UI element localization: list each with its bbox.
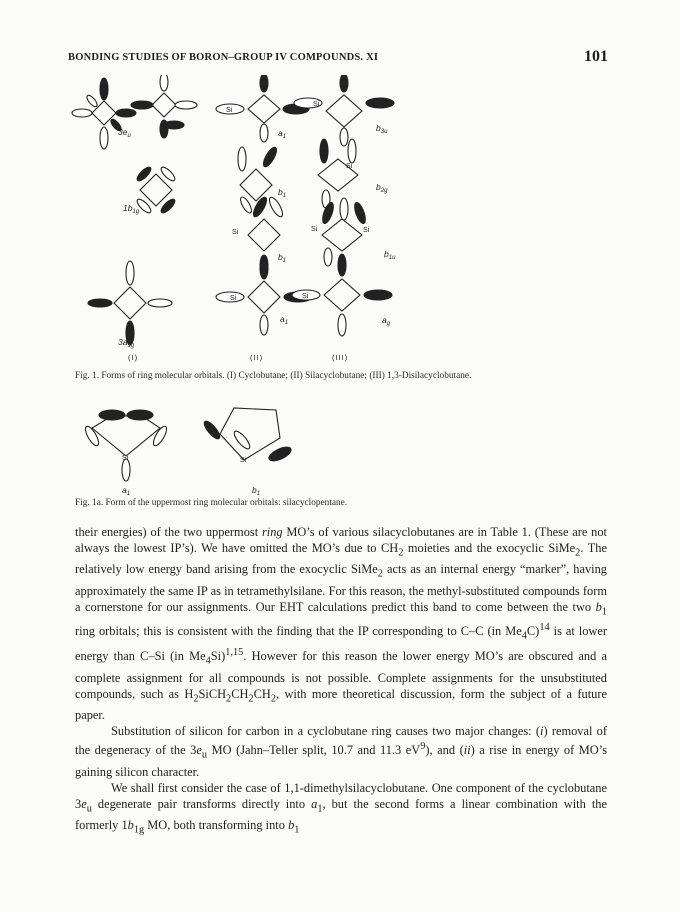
figure-2-silacyclopentane-diagrams xyxy=(70,398,310,498)
diagram-cyclobutane-3a1g xyxy=(88,261,172,345)
paragraph: We shall first consider the case of 1,1-dimethylsilacyclobutane. One component of the cyclobutane $3e_u$ degenerate pair transforms directly into $a_1$, but the second forms a linear combination with the formerly $1b_{1g}$ MO, both transforming into $b_1$ xyxy=(75,780,607,836)
label-b1-mid: $b_1$ xyxy=(278,187,287,199)
si-label: Si xyxy=(302,293,309,300)
label-1b1g: $1b_{1g}$ xyxy=(123,203,140,215)
diagram-cyclobutane-1b1g xyxy=(135,165,177,215)
si-label: Si xyxy=(313,101,320,108)
diagram-cyclobutane-3eu-a xyxy=(72,78,136,149)
page-number: 101 xyxy=(584,48,608,65)
label-a1-top: $a_1$ xyxy=(278,128,287,140)
si-label: Si xyxy=(226,107,233,114)
si-atom-labels xyxy=(226,101,377,302)
paragraph: Substitution of silicon for carbon in a cyclobutane ring causes two major changes: (i) removal of the degeneracy of the $3e_u$ MO (Jahn–Teller split, 10.7 and 11.3 $eV^9$), and (ii) a rise in energy of MO’s gaining silicon character. xyxy=(75,724,608,779)
si-label: Si xyxy=(232,229,239,236)
figure-1-orbital-diagrams xyxy=(70,75,610,370)
diagram-silacyclopentane-b1 xyxy=(202,408,293,464)
diagram-cyclobutane-3eu-b xyxy=(131,75,197,138)
label-a1: $a_1$ xyxy=(122,485,131,497)
label-b1u: $b_{1u}$ xyxy=(384,249,396,261)
running-header xyxy=(68,50,608,70)
label-b1: $b_1$ xyxy=(252,485,261,497)
si-label: Si xyxy=(240,457,247,464)
label-3eu: $3e_u$ xyxy=(118,127,131,139)
label-b2g: $b_{2g}$ xyxy=(376,182,388,194)
si-label: Si xyxy=(346,163,353,170)
si-label: Si xyxy=(370,101,377,108)
label-b1-low: $b_1$ xyxy=(278,252,287,264)
label-a1-bottom: $a_1$ xyxy=(280,314,289,326)
figure-2-caption: Fig. 1a. Form of the uppermost ring molecular orbitals: silacyclopentane. xyxy=(75,498,348,508)
si-label: Si xyxy=(363,227,370,234)
diagram-disilacyclobutane-b2g xyxy=(318,139,358,208)
label-3a1g: $3a_{1g}$ xyxy=(118,337,135,349)
body-text xyxy=(75,524,607,839)
si-label: Si xyxy=(122,455,129,462)
figure-1-caption: Fig. 1. Forms of ring molecular orbitals. (I) Cyclobutane; (II) Silacyclobutane; (III) 1,3-Disilacyclobutane. xyxy=(75,371,472,381)
roman-label-i: (I) xyxy=(128,353,139,362)
running-head-title: BONDING STUDIES OF BORON–GROUP IV COMPOUNDS. XI xyxy=(68,52,379,63)
roman-label-ii: (II) xyxy=(250,353,264,362)
si-label: Si xyxy=(311,226,318,233)
label-ag: $a_g$ xyxy=(382,315,391,327)
label-b3u: $b_{3u}$ xyxy=(376,123,388,135)
paragraph: their energies) of the two uppermost ring MO’s of various silacyclobutanes are in Table 1. (These are not always the lowest IP’s). We have omitted the MO’s due to $CH_2$ moieties and the exocyclic SiMe$_2$. The relatively low energy band arising from the exocyclic SiMe$_2$ acts as an internal energy “marker”, having approximately the same IP as in tetramethylsilane. For this reason, the methyl-substituted compounds form a cornerstone for our assignments. Our EHT calculations predict this band to come between the two $b_1$ ring orbitals; this is consistent with the finding that the IP corresponding to C–C (in $Me_4C)^{14}$ is at lower energy than C–Si (in $Me_4Si)^{1,15}$. However for this reason the lower energy MO’s are obscured and a complete assignment for all compounds is not possible. Complete assignments for the unsubstituted compounds, such as $H_2SiCH_2CH_2CH_2$, with more theoretical discussion, form the subject of a future paper. xyxy=(75,525,607,723)
si-label: Si xyxy=(230,295,237,302)
roman-label-iii: (III) xyxy=(332,353,349,362)
si-label: Si xyxy=(370,293,377,300)
diagram-silacyclopentane-a1 xyxy=(83,410,169,481)
